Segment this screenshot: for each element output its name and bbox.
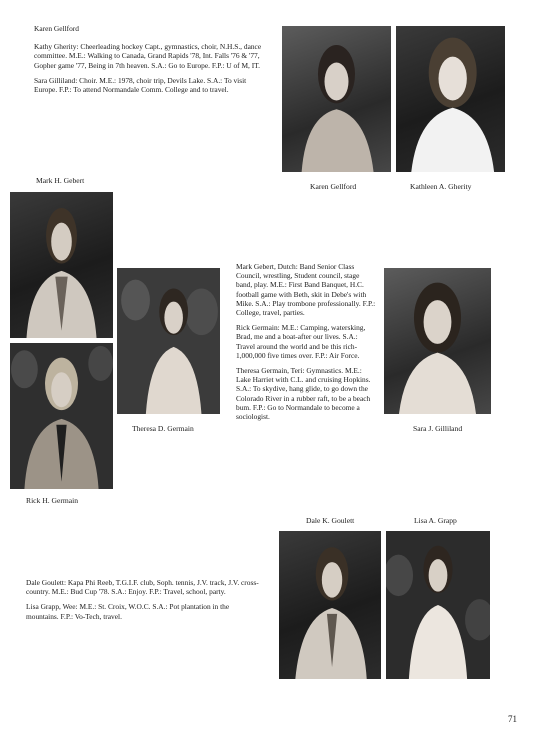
photo-rick: [10, 343, 113, 489]
page-number: 71: [508, 714, 517, 724]
bio-theresa: Theresa Germain, Teri: Gymnastics. M.E.: Lake Harriet with C.L. and cruising Hopkins. S.A.: To skydive, hang glide, to go down the Colorado River in a rubber raft, to be a beach bum. F.P.: Go to Normandale to become a sociologist.: [236, 366, 371, 422]
bio-rick: Rick Germain: M.E.: Camping, watersking, Brad, me and a boat-after our lives. S.A.: Travel around the world and be this rich-1,000,000 five times over. F.P.: Air Force.: [236, 323, 366, 360]
bio-kathy: Kathy Gherity: Cheerleading hockey Capt., gymnastics, choir, N.H.S., dance committee. M.E.: Walking to Canada, Grand Rapids '78, Int. Falls '76 & '77, Gopher game '77, Being in 7th heaven. S.A.: Go to Europe. F.P.: U of M, IT.: [34, 42, 262, 70]
caption-theresa: Theresa D. Germain: [132, 424, 194, 433]
photo-dale: [279, 531, 381, 679]
caption-sara: Sara J. Gilliland: [413, 424, 463, 433]
photo-karen: [282, 26, 391, 172]
caption-mark: Mark H. Gebert: [36, 176, 85, 185]
bottom-text-block: [26, 578, 260, 627]
photo-lisa: [386, 531, 490, 679]
name-line: Karen Gellford: [34, 24, 79, 33]
caption-dale: Dale K. Goulett: [306, 516, 355, 525]
middle-text-block: [236, 262, 376, 427]
caption-lisa: Lisa A. Grapp: [414, 516, 457, 525]
photo-theresa: [117, 268, 220, 414]
caption-kathleen: Kathleen A. Gherity: [410, 182, 472, 191]
photo-sara: [384, 268, 491, 414]
bio-sara: Sara Gilliland: Choir. M.E.: 1978, choir trip, Devils Lake. S.A.: To visit Europe. F.P.: To attend Normandale Comm. College and to travel.: [34, 75, 247, 95]
bio-dale: Dale Goulett: Kapa Phi Reeb, T.G.I.F. club, Soph. tennis, J.V. track, J.V. cross-country. M.E.: Bud Cup '78. S.A.: Enjoy. F.P.: Travel, school, party.: [26, 578, 259, 597]
caption-karen: Karen Gellford: [310, 182, 357, 191]
bio-mark: Mark Gebert, Dutch: Band Senior Class Council, wrestling, Student council, stage band, play. M.E.: First Band Banquet, H.C. football game with Beth, skit in Debe's with Mike. S.A.: Play trombone professionally. F.P.: College, travel, parties.: [236, 262, 376, 318]
top-text-block: [34, 24, 270, 100]
bio-lisa: Lisa Grapp, Wee: M.E.: St. Croix, W.O.C. S.A.: Pot plantation in the mountains. F.P.: Vo-Tech, travel.: [26, 602, 230, 621]
photo-kathleen: [396, 26, 505, 172]
caption-rick: Rick H. Germain: [26, 496, 79, 505]
photo-mark: [10, 192, 113, 338]
